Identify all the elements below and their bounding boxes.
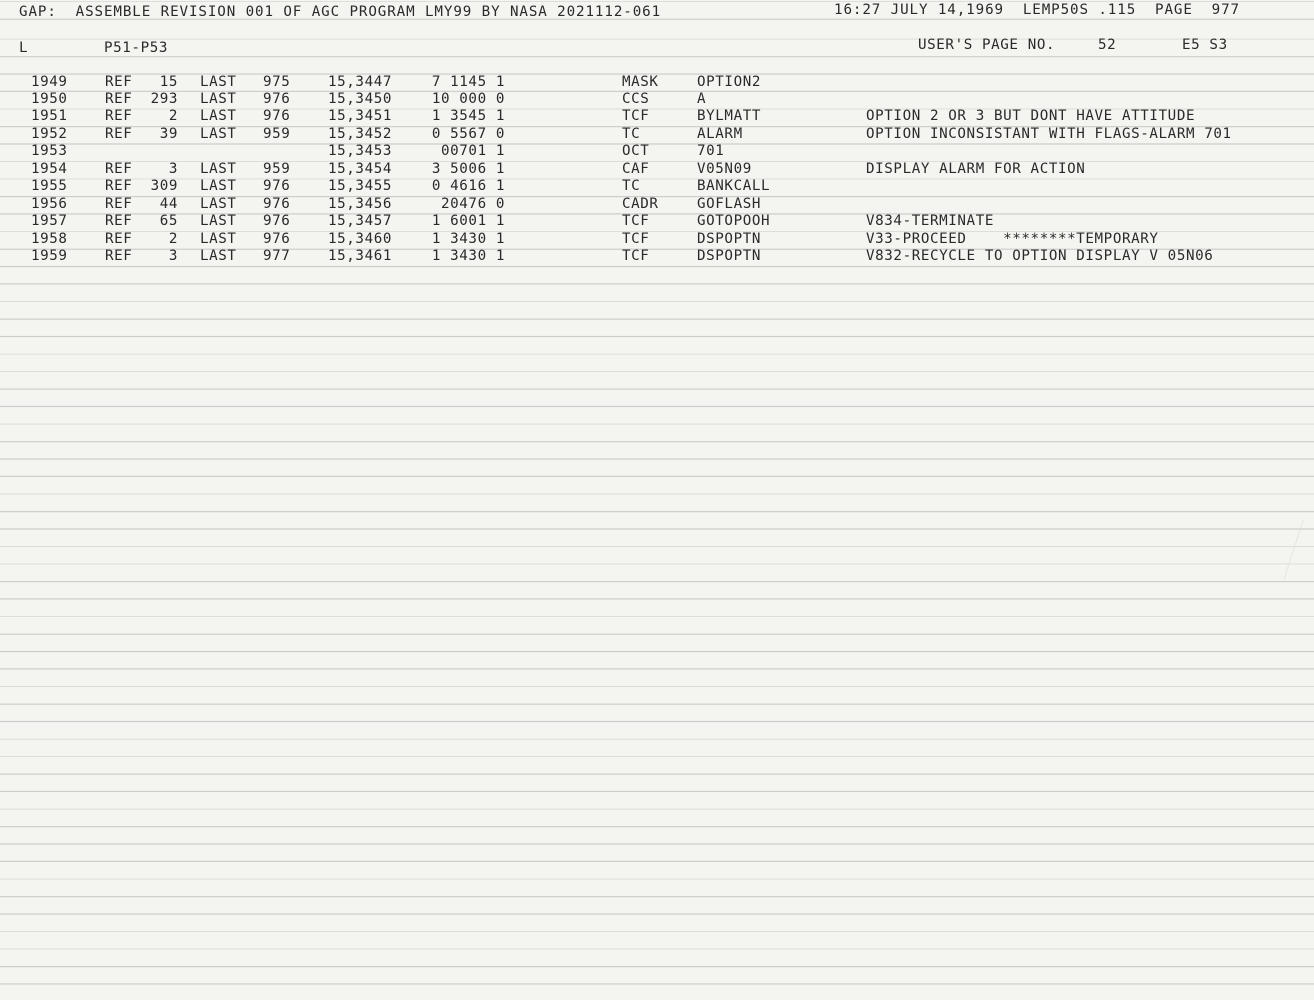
last-page: 976 bbox=[263, 91, 291, 107]
comment: V834-TERMINATE bbox=[866, 213, 994, 229]
ref-count: 309 bbox=[150, 178, 178, 194]
line-number: 1956 bbox=[31, 196, 68, 212]
last-label: LAST bbox=[200, 213, 237, 229]
last-page: 976 bbox=[263, 213, 291, 229]
operand: OPTION2 bbox=[697, 74, 761, 90]
octal-word: 1 3545 1 bbox=[431, 108, 505, 124]
ref-count: 44 bbox=[159, 196, 178, 212]
listing-code: E5 S3 bbox=[1182, 37, 1228, 53]
last-page: 976 bbox=[263, 231, 291, 247]
listing-marker: L bbox=[19, 40, 29, 56]
address: 15,3451 bbox=[328, 108, 392, 124]
header-timestamp: 16:27 JULY 14,1969 LEMP50S .115 PAGE 977 bbox=[834, 2, 1240, 18]
last-page: 975 bbox=[263, 74, 291, 90]
ref-label: REF bbox=[105, 213, 133, 229]
last-page: 976 bbox=[263, 196, 291, 212]
opcode: TCF bbox=[622, 108, 650, 124]
last-label: LAST bbox=[200, 74, 237, 90]
line-number: 1954 bbox=[31, 161, 68, 177]
octal-word: 7 1145 1 bbox=[431, 74, 505, 90]
last-page: 959 bbox=[263, 126, 291, 142]
ref-count: 2 bbox=[168, 108, 178, 124]
opcode: TCF bbox=[622, 231, 650, 247]
opcode: CADR bbox=[622, 196, 659, 212]
octal-word: 1 6001 1 bbox=[431, 213, 505, 229]
opcode: MASK bbox=[622, 74, 659, 90]
operand: GOTOPOOH bbox=[697, 213, 771, 229]
ref-count: 65 bbox=[159, 213, 178, 229]
operand: BANKCALL bbox=[697, 178, 771, 194]
ref-label: REF bbox=[105, 126, 133, 142]
last-label: LAST bbox=[200, 196, 237, 212]
listing-row bbox=[0, 91, 1314, 109]
address: 15,3452 bbox=[328, 126, 392, 142]
comment: V33-PROCEED ********TEMPORARY bbox=[866, 231, 1159, 247]
last-label: LAST bbox=[200, 91, 237, 107]
octal-word: 0 5567 0 bbox=[431, 126, 505, 142]
listing-row bbox=[0, 248, 1314, 266]
line-number: 1955 bbox=[31, 178, 68, 194]
address: 15,3454 bbox=[328, 161, 392, 177]
line-number: 1958 bbox=[31, 231, 68, 247]
listing-row bbox=[0, 126, 1314, 144]
opcode: TCF bbox=[622, 248, 650, 264]
listing-row bbox=[0, 74, 1314, 92]
line-number: 1950 bbox=[31, 91, 68, 107]
comment: V832-RECYCLE TO OPTION DISPLAY V 05N06 bbox=[866, 248, 1214, 264]
last-label: LAST bbox=[200, 126, 237, 142]
line-number: 1951 bbox=[31, 108, 68, 124]
listing-row bbox=[0, 196, 1314, 214]
last-label: LAST bbox=[200, 231, 237, 247]
ref-label: REF bbox=[105, 161, 133, 177]
operand: DSPOPTN bbox=[697, 231, 761, 247]
opcode: TC bbox=[622, 126, 641, 142]
listing-row bbox=[0, 143, 1314, 161]
ref-label: REF bbox=[105, 178, 133, 194]
octal-word: 3 5006 1 bbox=[431, 161, 505, 177]
comment: DISPLAY ALARM FOR ACTION bbox=[866, 161, 1086, 177]
listing-row bbox=[0, 108, 1314, 126]
operand: DSPOPTN bbox=[697, 248, 761, 264]
comment: OPTION 2 OR 3 BUT DONT HAVE ATTITUDE bbox=[866, 108, 1196, 124]
address: 15,3460 bbox=[328, 231, 392, 247]
line-number: 1952 bbox=[31, 126, 68, 142]
octal-word: 1 3430 1 bbox=[431, 231, 505, 247]
paper-crease bbox=[1283, 520, 1314, 580]
ref-label: REF bbox=[105, 248, 133, 264]
opcode: TCF bbox=[622, 213, 650, 229]
ref-label: REF bbox=[105, 231, 133, 247]
operand: 701 bbox=[697, 143, 725, 159]
last-label: LAST bbox=[200, 178, 237, 194]
comment: OPTION INCONSISTANT WITH FLAGS-ALARM 701 bbox=[866, 126, 1232, 142]
last-label: LAST bbox=[200, 248, 237, 264]
ref-count: 15 bbox=[159, 74, 178, 90]
listing-row bbox=[0, 231, 1314, 249]
ref-label: REF bbox=[105, 196, 133, 212]
listing-row bbox=[0, 213, 1314, 231]
ref-label: REF bbox=[105, 91, 133, 107]
address: 15,3456 bbox=[328, 196, 392, 212]
section-label: P51-P53 bbox=[104, 40, 168, 56]
line-number: 1957 bbox=[31, 213, 68, 229]
octal-word: 20476 0 bbox=[441, 196, 505, 212]
users-page-number: 52 bbox=[1098, 37, 1117, 53]
listing-row bbox=[0, 178, 1314, 196]
address: 15,3461 bbox=[328, 248, 392, 264]
ref-count: 3 bbox=[168, 248, 178, 264]
operand: V05N09 bbox=[697, 161, 752, 177]
operand: BYLMATT bbox=[697, 108, 761, 124]
octal-word: 10 000 0 bbox=[431, 91, 505, 107]
opcode: CAF bbox=[622, 161, 650, 177]
last-page: 959 bbox=[263, 161, 291, 177]
address: 15,3447 bbox=[328, 74, 392, 90]
operand: GOFLASH bbox=[697, 196, 761, 212]
last-page: 977 bbox=[263, 248, 291, 264]
address: 15,3450 bbox=[328, 91, 392, 107]
octal-word: 0 4616 1 bbox=[431, 178, 505, 194]
opcode: TC bbox=[622, 178, 641, 194]
octal-word: 1 3430 1 bbox=[431, 248, 505, 264]
address: 15,3455 bbox=[328, 178, 392, 194]
opcode: OCT bbox=[622, 143, 650, 159]
users-page-label: USER'S PAGE NO. bbox=[918, 37, 1056, 53]
operand: A bbox=[697, 91, 707, 107]
ref-count: 2 bbox=[168, 231, 178, 247]
last-page: 976 bbox=[263, 108, 291, 124]
ref-label: REF bbox=[105, 108, 133, 124]
ref-label: REF bbox=[105, 74, 133, 90]
last-label: LAST bbox=[200, 161, 237, 177]
listing-row bbox=[0, 161, 1314, 179]
opcode: CCS bbox=[622, 91, 650, 107]
header-title: GAP: ASSEMBLE REVISION 001 OF AGC PROGRAM LMY99 BY NASA 2021112-061 bbox=[19, 4, 662, 20]
address: 15,3457 bbox=[328, 213, 392, 229]
ref-count: 39 bbox=[159, 126, 178, 142]
ref-count: 293 bbox=[150, 91, 178, 107]
line-number: 1953 bbox=[31, 143, 68, 159]
operand: ALARM bbox=[697, 126, 743, 142]
last-page: 976 bbox=[263, 178, 291, 194]
line-number: 1959 bbox=[31, 248, 68, 264]
address: 15,3453 bbox=[328, 143, 392, 159]
last-label: LAST bbox=[200, 108, 237, 124]
line-number: 1949 bbox=[31, 74, 68, 90]
octal-word: 00701 1 bbox=[441, 143, 505, 159]
ref-count: 3 bbox=[168, 161, 178, 177]
